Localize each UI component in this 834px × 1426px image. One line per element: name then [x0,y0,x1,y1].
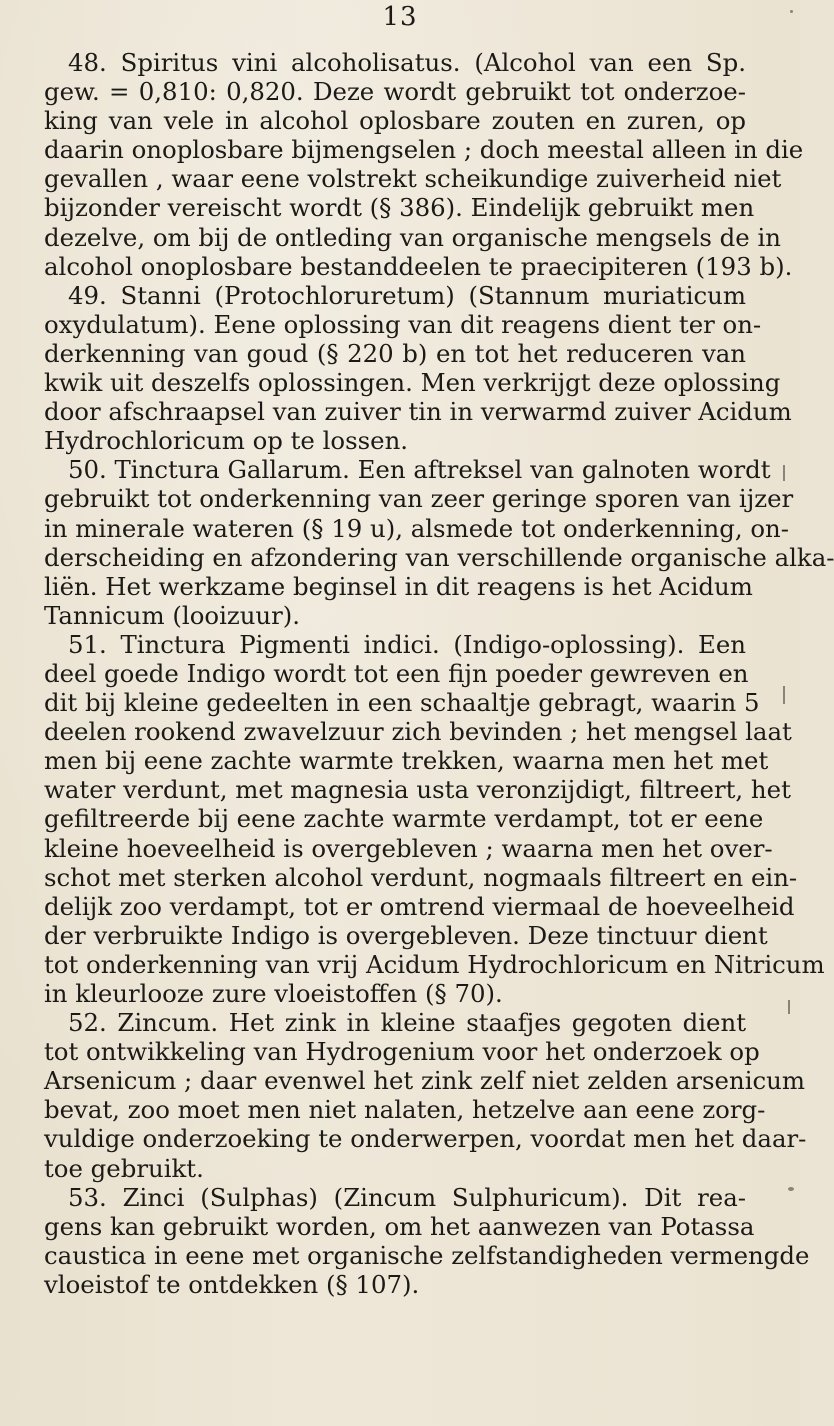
paper-speck [788,1187,794,1191]
text-line: liën. Het werkzame beginsel in dit reagens is het Acidum [44,571,753,601]
text-line: kwik uit deszelfs oplossingen. Men verkrijgt deze oplossing [44,368,781,398]
margin-mark [788,1000,790,1014]
text-line: tot ontwikkeling van Hydrogenium voor het onderzoek op [44,1037,760,1067]
text-line: schot met sterken alcohol verdunt, nogmaals filtreert en ein- [44,862,798,892]
text-line: daarin onoplosbare bijmengselen ; doch meestal alleen in die [44,135,804,165]
text-line: alcohol onoplosbare bestanddeelen te praecipiteren (193 b). [44,251,793,281]
text-line: bevat, zoo moet men niet nalaten, hetzelve aan eene zorg- [44,1095,766,1125]
text-line: der verbruikte Indigo is overgebleven. Deze tinctuur dient [44,920,768,950]
text-line: dit bij kleine gedeelten in een schaaltje gebragt, waarin 5 [44,688,760,718]
page-number: 13 [382,2,418,32]
text-line: in kleurlooze zure vloeistoffen (§ 70). [44,979,503,1008]
text-line: delijk zoo verdampt, tot er omtrend viermaal de hoeveelheid [44,891,795,921]
text-line: derscheiding en afzondering van verschillende organische alka- [44,542,834,572]
text-line: in minerale wateren (§ 19 u), alsmede tot onderkenning, on- [44,513,789,543]
text-line: Arsenicum ; daar evenwel het zink zelf niet zelden arsenicum [44,1066,805,1096]
text-line: 49. Stanni (Protochloruretum) (Stannum muriaticum [68,280,746,310]
text-line: gens kan gebruikt worden, om het aanwezen van Potassa [44,1211,755,1241]
text-line: vuldige onderzoeking te onderwerpen, voordat men het daar- [44,1124,807,1154]
text-line: 50. Tinctura Gallarum. Een aftreksel van galnoten wordt [68,455,771,485]
margin-mark [783,686,785,704]
text-line: dezelve, om bij de ontleding van organische mengsels de in [44,222,781,252]
text-line: oxydulatum). Eene oplossing van dit reagens dient ter on- [44,309,762,339]
text-line: 52. Zincum. Het zink in kleine staafjes gegoten dient [68,1008,746,1038]
text-line: gefiltreerde bij eene zachte warmte verdampt, tot er eene [44,804,764,834]
text-line: gebruikt tot onderkenning van zeer geringe sporen van ijzer [44,484,794,514]
body-text [44,48,834,1299]
text-line: derkenning van goud (§ 220 b) en tot het reduceren van [44,338,746,368]
text-line: king van vele in alcohol oplosbare zouten en zuren, op [44,106,746,136]
text-line: 48. Spiritus vini alcoholisatus. (Alcohol van een Sp. [68,48,746,77]
paper-speck [790,10,793,13]
text-line: tot onderkenning van vrij Acidum Hydrochloricum en Nitricum [44,949,825,979]
text-line: deel goede Indigo wordt tot een fijn poeder gewreven en [44,658,749,688]
text-line: deelen rookend zwavelzuur zich bevinden ; het mengsel laat [44,717,792,747]
text-line: Hydrochloricum op te lossen. [44,426,409,456]
text-line: toe gebruikt. [44,1153,204,1183]
text-line: gew. = 0,810: 0,820. Deze wordt gebruikt tot onderzoe- [44,77,746,107]
text-line: water verdunt, met magnesia usta veronzijdigt, filtreert, het [44,775,791,805]
text-line: men bij eene zachte warmte trekken, waarna men het met [44,746,769,776]
text-line: gevallen , waar eene volstrekt scheikundige zuiverheid niet [44,164,782,194]
text-line: Tannicum (looizuur). [44,600,301,630]
text-line: vloeistof te ontdekken (§ 107). [44,1269,420,1299]
text-line: door afschraapsel van zuiver tin in verwarmd zuiver Acidum [44,397,792,427]
margin-mark [783,465,785,481]
text-line: 53. Zinci (Sulphas) (Zincum Sulphuricum). Dit rea- [68,1182,746,1212]
text-line: kleine hoeveelheid is overgebleven ; waarna men het over- [44,833,773,863]
text-line: bijzonder vereischt wordt (§ 386). Eindelijk gebruikt men [44,193,755,223]
text-line: caustica in eene met organische zelfstandigheden vermengde [44,1240,810,1270]
text-line: 51. Tinctura Pigmenti indici. (Indigo-oplossing). Een [68,629,746,659]
